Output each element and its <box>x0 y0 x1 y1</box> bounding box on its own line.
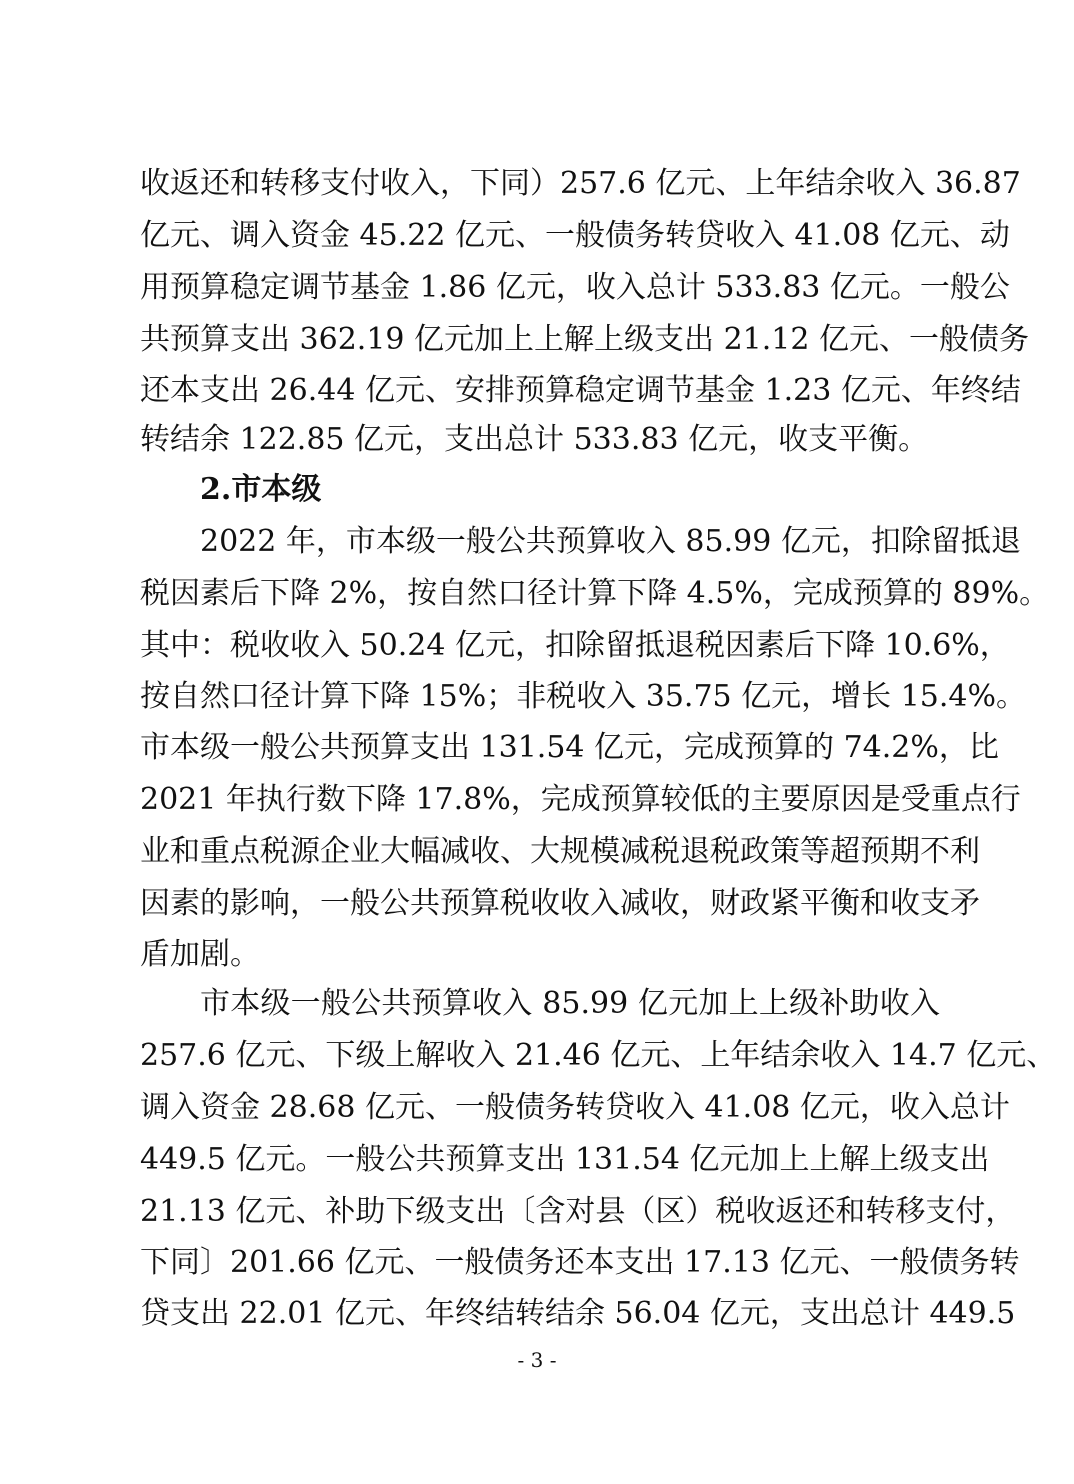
body-line: 盾加剧。 <box>140 937 260 972</box>
body-line: 贷支出 22.01 亿元、年终结转结余 56.04 亿元，支出总计 449.5 <box>140 1296 1016 1331</box>
body-line: 市本级一般公共预算支出 131.54 亿元，完成预算的 74.2%，比 <box>140 730 999 765</box>
body-line: 税因素后下降 2%，按自然口径计算下降 4.5%，完成预算的 89%。 <box>140 576 1050 611</box>
body-line: 亿元、调入资金 45.22 亿元、一般债务转贷收入 41.08 亿元、动 <box>140 218 1010 253</box>
body-line: 还本支出 26.44 亿元、安排预算稳定调节基金 1.23 亿元、年终结 <box>140 373 1021 408</box>
body-line: 按自然口径计算下降 15%；非税收入 35.75 亿元，增长 15.4%。 <box>140 679 1027 714</box>
page-number: - 3 - <box>517 1348 557 1372</box>
body-line: 449.5 亿元。一般公共预算支出 131.54 亿元加上上解上级支出 <box>140 1142 990 1177</box>
body-line: 用预算稳定调节基金 1.86 亿元，收入总计 533.83 亿元。一般公 <box>140 270 1010 305</box>
body-line: 下同〕201.66 亿元、一般债务还本支出 17.13 亿元、一般债务转 <box>140 1245 1020 1280</box>
body-line: 因素的影响，一般公共预算税收收入减收，财政紧平衡和收支矛 <box>140 886 980 921</box>
body-line: 共预算支出 362.19 亿元加上上解上级支出 21.12 亿元、一般债务 <box>140 322 1029 357</box>
body-line: 市本级一般公共预算收入 85.99 亿元加上上级补助收入 <box>200 986 940 1021</box>
body-line: 2022 年，市本级一般公共预算收入 85.99 亿元，扣除留抵退 <box>200 524 1021 559</box>
body-line: 257.6 亿元、下级上解收入 21.46 亿元、上年结余收入 14.7 亿元、 <box>140 1038 1057 1073</box>
body-line: 2021 年执行数下降 17.8%，完成预算较低的主要原因是受重点行 <box>140 782 1021 817</box>
body-line: 21.13 亿元、补助下级支出〔含对县（区）税收返还和转移支付， <box>140 1194 1016 1229</box>
body-line: 其中：税收收入 50.24 亿元，扣除留抵退税因素后下降 10.6%， <box>140 628 1010 663</box>
body-line: 转结余 122.85 亿元，支出总计 533.83 亿元，收支平衡。 <box>140 422 929 457</box>
body-line: 收返还和转移支付收入，下同）257.6 亿元、上年结余收入 36.87 <box>140 166 1021 201</box>
section-heading: 2.市本级 <box>200 472 322 507</box>
body-line: 调入资金 28.68 亿元、一般债务转贷收入 41.08 亿元，收入总计 <box>140 1090 1010 1125</box>
body-line: 业和重点税源企业大幅减收、大规模减税退税政策等超预期不利 <box>140 834 980 869</box>
